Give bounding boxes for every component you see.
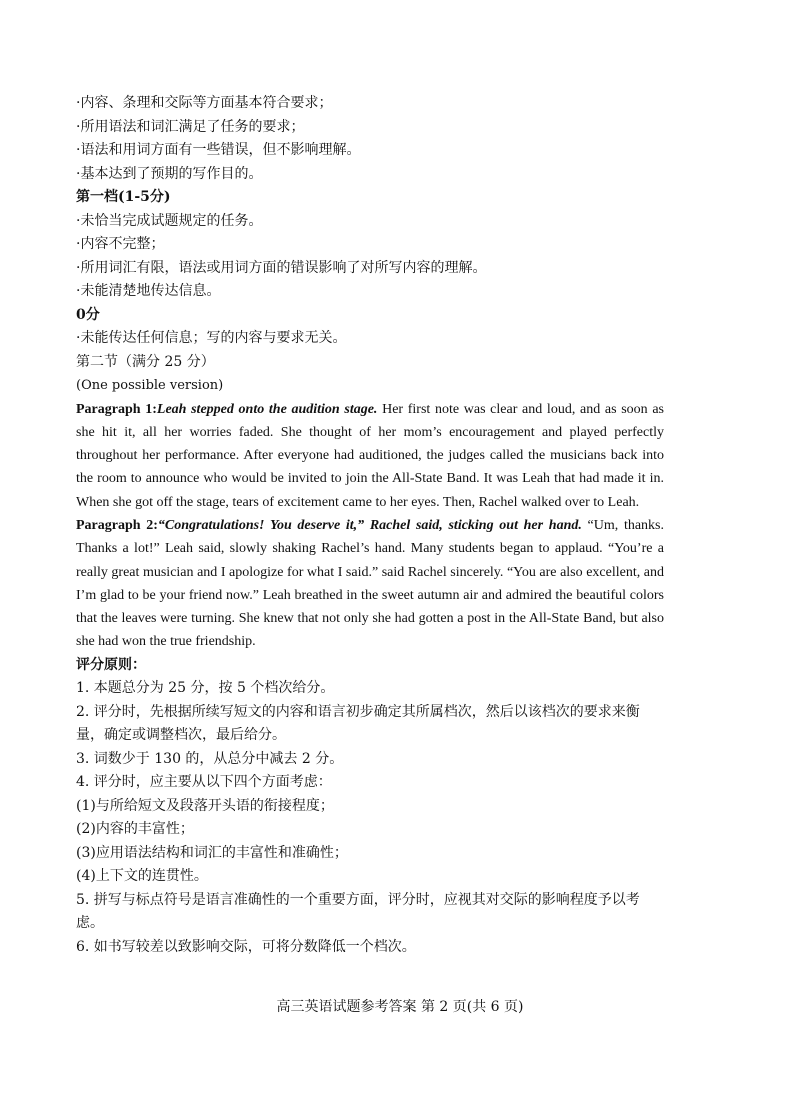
tier1-heading: 第一档(1-5分) bbox=[76, 189, 171, 205]
document-page bbox=[76, 92, 664, 959]
scoring-item: 4. 评分时，应主要从以下四个方面考虑： bbox=[76, 774, 332, 791]
scoring-item: (2)内容的丰富性； bbox=[76, 821, 194, 838]
bullet-line: ·未能传达任何信息；写的内容与要求无关。 bbox=[76, 330, 347, 346]
scoring-item: (3)应用语法结构和词汇的丰富性和准确性； bbox=[76, 844, 348, 861]
scoring-item: 3. 词数少于 130 的，从总分中减去 2 分。 bbox=[76, 750, 344, 767]
paragraph-body: “Um, thanks. Thanks a lot!” Leah said, slowly shaking Rachel’s hand. Many students began to applaud. “You’re a really great musician and I apologize for what I said.” said Rachel sincerely. “You are also excellent, and I’m glad to be your friend now.” Leah breathed in the sweet autumn air and admired the beautiful colors that the leaves were turning. She knew that not only she had gotten a post in the All-State Band, but also she had won the true friendship. bbox=[76, 517, 664, 650]
paragraph-2 bbox=[76, 514, 664, 654]
paragraph-lead: Leah stepped onto the audition stage. bbox=[156, 401, 378, 417]
bullet-line: ·内容不完整； bbox=[76, 236, 165, 252]
bullet-line: ·语法和用词方面有一些错误，但不影响理解。 bbox=[76, 142, 361, 158]
scoring-item: 5. 拼写与标点符号是语言准确性的一个重要方面，评分时，应视其对交际的影响程度予以考虑。 bbox=[76, 891, 640, 932]
scoring-item: (1)与所给短文及段落开头语的衔接程度； bbox=[76, 797, 334, 814]
paragraph-body: Her first note was clear and loud, and as soon as she hit it, all her worries faded. She thought of her mom’s encouragement and played perfectly throughout her performance. After everyone had auditioned, the judges called the musicians back into the room to announce who would be invited to join the All-State Band. It was Leah that had made it in. When she got off the stage, tears of excitement came to her eyes. Then, Rachel walked over to Leah. bbox=[76, 401, 664, 510]
scoring-heading: 评分原则： bbox=[76, 656, 146, 673]
paragraph-1 bbox=[76, 398, 664, 514]
bullet-line: ·基本达到了预期的写作目的。 bbox=[76, 165, 263, 182]
bullet-line: ·内容、条理和交际等方面基本符合要求； bbox=[76, 95, 333, 111]
scoring-item: 6. 如书写较差以致影响交际，可将分数降低一个档次。 bbox=[76, 938, 416, 955]
paragraph-label: Paragraph 1: bbox=[76, 401, 157, 417]
tier0-heading: 0分 bbox=[76, 306, 100, 323]
bullet-line: ·所用语法和词汇满足了任务的要求； bbox=[76, 118, 305, 135]
bullet-line: ·所用词汇有限，语法或用词方面的错误影响了对所写内容的理解。 bbox=[76, 259, 487, 276]
scoring-item: 1. 本题总分为 25 分，按 5 个档次给分。 bbox=[76, 680, 335, 697]
bullet-line: ·未恰当完成试题规定的任务。 bbox=[76, 212, 263, 229]
page-footer: 高三英语试题参考答案 第 2 页(共 6 页) bbox=[276, 999, 524, 1015]
section-heading: 第二节（满分 25 分） bbox=[76, 353, 215, 370]
paragraph-lead: “Congratulations! You deserve it,” Rachel said, sticking out her hand. bbox=[157, 517, 582, 533]
scoring-item: 2. 评分时，先根据所续写短文的内容和语言初步确定其所属档次，然后以该档次的要求来衡量，确定或调整档次，最后给分。 bbox=[76, 703, 640, 744]
version-note: (One possible version) bbox=[76, 378, 224, 393]
bullet-line: ·未能清楚地传达信息。 bbox=[76, 283, 221, 299]
scoring-item: (4)上下文的连贯性。 bbox=[76, 868, 208, 885]
paragraph-label: Paragraph 2: bbox=[76, 517, 158, 533]
